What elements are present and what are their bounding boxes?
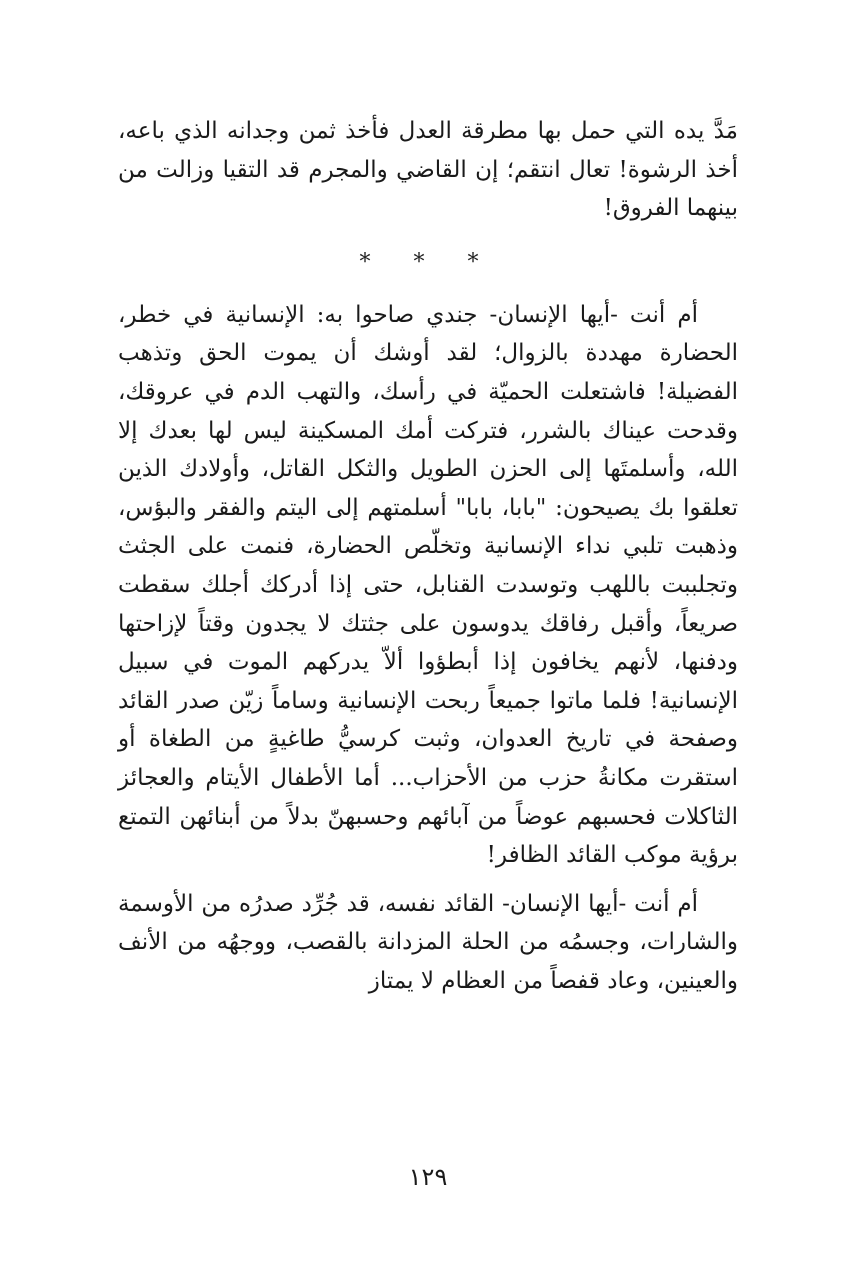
paragraph-2: أم أنت -أيها الإنسان- جندي صاحوا به: الإنسانية في خطر، الحضارة مهددة بالزوال؛ لقد أوشك أن يموت الحق وتذهب الفضيلة! فاشتعلت الحميّة في رأسك، والتهب الدم في عروقك، وقدحت عيناك بالشرر، فتركت أمك المسكينة ليس لها بعدك إلا الله، وأسلمتَها إلى الحزن الطويل والثكل القاتل، وأولادك الذين تعلقوا بك يصيحون: "بابا، بابا" أسلمتهم إلى اليتم والفقر والبؤس، وذهبت تلبي نداء الإنسانية وتخلّص الحضارة، فنمت على الجثث وتجلببت باللهب وتوسدت القنابل، حتى إذا أدركك أجلك سقطت صريعاً، وأقبل رفاقك يدوسون على جثتك لا يجدون وقتاً لإزاحتها ودفنها، لأنهم يخافون إذا أبطؤوا ألاّ يدركهم الموت في سبيل الإنسانية! فلما ماتوا جميعاً ربحت الإنسانية وساماً زيّن صدر القائد وصفحة في تاريخ العدوان، وثبت كرسيُّ طاغيةٍ من الطغاة أو استقرت مكانةُ حزب من الأحزاب... أما الأطفال الأيتام والعجائز الثاكلات فحسبهم عوضاً من آبائهم وحسبهنّ بدلاً من أبنائهن التمتع برؤية موكب القائد الظافر! xyxy=(118,301,739,869)
paragraph-3: أم أنت -أيها الإنسان- القائد نفسه، قد جُرِّد صدرُه من الأوسمة والشارات، وجسمُه من الحلة المزدانة بالقصب، ووجهُه من الأنف والعينين، وعاد قفصاً من العظام لا يمتاز xyxy=(118,890,738,994)
page-number: ١٢٩ xyxy=(408,1163,448,1191)
section-separator: * * * xyxy=(359,249,497,275)
paragraph-gap xyxy=(118,875,738,885)
paragraph-1: مَدَّ يده التي حمل بها مطرقة العدل فأخذ ثمن وجدانه الذي باعه، أخذ الرشوة! تعال انتقم؛ إن القاضي والمجرم قد التقيا وزالت من بينهما الفروق! xyxy=(118,118,738,222)
page-body xyxy=(118,112,738,1112)
